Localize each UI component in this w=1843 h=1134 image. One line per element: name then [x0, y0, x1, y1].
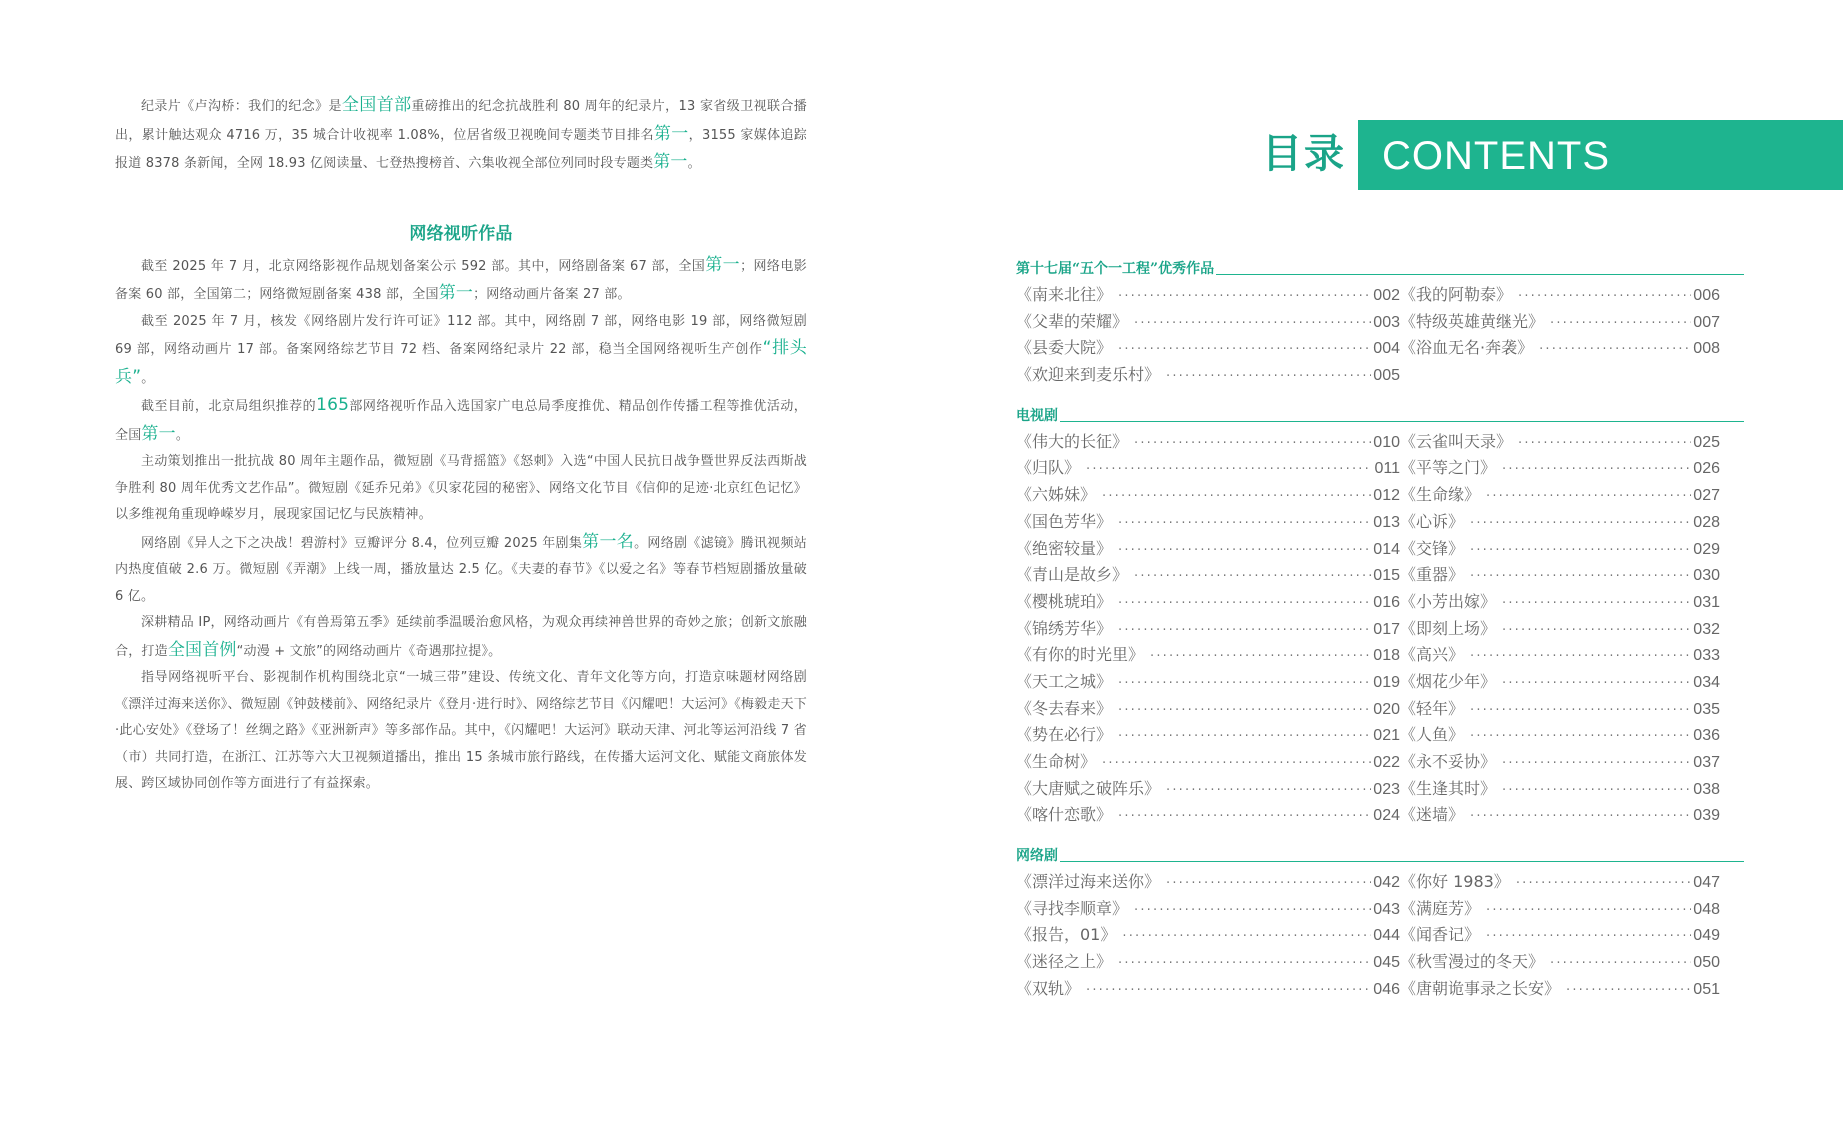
toc-entry-title: 《我的阿勒泰》 — [1400, 285, 1513, 304]
toc-leader-dots — [1502, 591, 1691, 618]
toc-entry-title: 《烟花少年》 — [1400, 671, 1497, 691]
text-run: 主动策划推出一批抗战 80 周年主题作品，微短剧《马背摇篮》《怒刺》入选“中国人民抗日战争暨世界反法西斯战争胜利 80 周年优秀文艺作品”。微短剧《延乔兄弟》《贝家花园的秘密》、网络文化节目《信仰的足迹·北京红色记忆》以多维视角重现峥嵘岁月，展现家国记忆与民族精神。 — [115, 454, 807, 522]
toc-entry-title: 《平等之门》 — [1400, 458, 1497, 478]
toc-leader-dots — [1470, 804, 1691, 831]
toc-entry-title: 《势在必行》 — [1016, 725, 1113, 745]
toc-leader-dots — [1118, 698, 1371, 725]
contents-title-bar — [1358, 120, 1843, 190]
toc-leader-dots — [1502, 618, 1691, 645]
toc-entry-title: 《绝密较量》 — [1016, 538, 1113, 558]
toc-page-number: 037 — [1693, 754, 1720, 771]
toc-page-number: 048 — [1693, 900, 1720, 918]
toc-leader-dots — [1118, 538, 1371, 565]
paragraph — [115, 252, 807, 309]
toc-entry-title: 《喀什恋歌》 — [1016, 805, 1113, 825]
left-text-column — [115, 92, 807, 798]
text-run: ，3155 家媒体追踪报道 8378 条新闻，全网 18.93 亿阅读量、七登热搜榜首、六集收视全部位列同时段专题类 — [115, 127, 808, 171]
toc-entry-title: 《国色芳华》 — [1016, 511, 1113, 531]
text-run: 。网络剧《滤镜》腾讯视频站内热度值破 2.6 万。微短剧《弄潮》上线一周，播放量达 2.5 亿。《夫妻的春节》《以爱之名》等春节档短剧播放量破 6 亿。 — [115, 535, 807, 604]
text-run: 网络剧《异人之下之决战！碧游村》豆瓣评分 8.4，位列豆瓣 2025 年剧集 — [141, 535, 583, 551]
toc-category-label: 第十七届“五个一工程”优秀作品 — [1016, 261, 1215, 277]
toc-page-number: 047 — [1693, 874, 1720, 892]
toc-entry-title: 《秋雪漫过的冬天》 — [1400, 952, 1545, 972]
toc-page-number: 025 — [1693, 433, 1720, 451]
toc-entry-title: 《南来北往》 — [1016, 285, 1113, 304]
toc-leader-dots — [1086, 978, 1371, 1005]
toc-leader-dots — [1118, 671, 1371, 698]
toc-page-number: 032 — [1693, 620, 1720, 638]
paragraph — [115, 610, 807, 665]
toc-page-number: 050 — [1693, 954, 1720, 972]
text-run: 纪录片《卢沟桥：我们的纪念》是 — [141, 99, 342, 114]
text-run: 。 — [175, 427, 190, 443]
toc-entry-title: 《心诉》 — [1400, 511, 1465, 531]
toc-page-number: 038 — [1693, 780, 1720, 798]
toc-page-number: 028 — [1693, 513, 1720, 531]
toc-entries — [1016, 429, 1744, 829]
toc-entry-title: 《交锋》 — [1400, 538, 1465, 558]
toc-entry — [1400, 455, 1720, 482]
toc-entry-title: 《县委大院》 — [1016, 338, 1113, 358]
toc-entry — [1016, 616, 1400, 643]
toc-entry — [1016, 776, 1400, 803]
toc-entry — [1016, 802, 1400, 829]
toc-entry-title: 《生命树》 — [1016, 752, 1097, 771]
toc-leader-dots — [1550, 311, 1691, 338]
toc-page-number: 036 — [1693, 727, 1720, 745]
text-run: 深耕精品 IP，网络动画片《有兽焉第五季》延续前季温暖治愈风格，为观众再续神兽世界的奇妙之旅；创新文旅融合，打造 — [115, 615, 807, 659]
toc-entry — [1016, 922, 1400, 949]
toc-page-number: 027 — [1693, 487, 1720, 505]
toc-leader-dots — [1118, 511, 1371, 538]
toc-entry-title: 《生命缘》 — [1400, 485, 1481, 505]
toc-category — [1016, 843, 1744, 865]
toc-page-number: 019 — [1373, 673, 1400, 691]
toc-entry — [1400, 802, 1720, 829]
contents-title-en: CONTENTS — [1382, 134, 1610, 178]
toc-entry-title: 《双轨》 — [1016, 978, 1081, 998]
toc-entry — [1016, 536, 1400, 563]
toc-entry-title: 《轻年》 — [1400, 698, 1465, 718]
toc-entry — [1400, 509, 1720, 536]
toc-entry — [1400, 869, 1720, 896]
toc-entry — [1400, 309, 1720, 336]
toc-entry — [1016, 869, 1400, 896]
toc-entry — [1016, 589, 1400, 616]
toc-page-number: 045 — [1373, 954, 1400, 972]
highlight-text: 第一名 — [582, 531, 635, 552]
highlight-text: 第一 — [438, 283, 474, 303]
toc-entry-title: 《浴血无名·奔袭》 — [1400, 338, 1534, 358]
toc-entry — [1016, 362, 1400, 389]
toc-page-number: 029 — [1693, 540, 1720, 558]
toc-entry — [1016, 696, 1400, 723]
toc-leader-dots — [1502, 457, 1691, 484]
toc-page-number: 015 — [1373, 567, 1400, 585]
toc-page-number: 007 — [1693, 313, 1720, 331]
text-run: 指导网络视听平台、影视制作机构围绕北京“一城三带”建设、传统文化、青年文化等方向，打造京味题材网络剧《漂洋过海来送你》、微短剧《钟鼓楼前》、网络纪录片《登月·进行时》、网络综艺节目《闪耀吧！大运河》《梅毅走天下·此心安处》《登场了！丝绸之路》《亚洲新声》等多部作品。其中，《闪耀吧！大运河》联动天津、河北等运河沿线 7 省（市）共同打造，在浙江、江苏等六大卫视频道播出，推出 15 条城市旅行路线，在传播大运河文化、赋能文商旅体发展、跨区域协同创作等方面进行了有益探索。 — [115, 670, 807, 791]
highlight-text: 第一 — [653, 123, 689, 144]
toc-entry — [1400, 429, 1720, 456]
toc-leader-dots — [1102, 751, 1371, 778]
toc-entry-title: 《漂洋过海来送你》 — [1016, 872, 1161, 892]
table-of-contents — [1016, 256, 1744, 1003]
paragraph — [115, 449, 807, 529]
highlight-text: 第一 — [141, 423, 176, 444]
toc-entry — [1400, 616, 1720, 643]
toc-leader-dots — [1118, 337, 1371, 364]
toc-leader-dots — [1118, 618, 1371, 645]
highlight-text: 全国首例 — [167, 639, 237, 660]
toc-entry — [1400, 949, 1720, 976]
text-run: 重磅推出的纪念抗战胜利 80 周年的纪录片，13 家省级卫视联合播出，累计触达观众 4716 万，35 城合计收视率 1.08%，位居省级卫视晚间专题类节目排名 — [115, 99, 807, 143]
text-run: 截至 2025 年 7 月，核发《网络剧片发行许可证》112 部。其中，网络剧 7 部，网络电影 19 部，网络微短剧 69 部，网络动画片 17 部。备案网络综艺节目 72 档、备案网络纪录片 22 部，稳当全国网络视听生产创作 — [115, 313, 807, 357]
toc-page-number: 008 — [1693, 340, 1720, 358]
toc-entry — [1400, 362, 1720, 389]
toc-leader-dots — [1516, 871, 1691, 898]
text-run: 。 — [141, 370, 155, 386]
toc-category — [1016, 256, 1744, 278]
toc-leader-dots — [1118, 591, 1371, 618]
toc-leader-dots — [1118, 284, 1371, 311]
toc-page-number: 002 — [1373, 287, 1400, 304]
toc-page-number: 043 — [1373, 900, 1400, 918]
toc-entry — [1016, 949, 1400, 976]
toc-section — [1016, 256, 1744, 389]
toc-leader-dots — [1134, 898, 1371, 925]
toc-entry-title: 《大唐赋之破阵乐》 — [1016, 778, 1161, 798]
highlight-text: 165 — [316, 395, 350, 415]
toc-entry-title: 《寻找李顺章》 — [1016, 898, 1129, 918]
toc-entry — [1400, 536, 1720, 563]
toc-leader-dots — [1470, 698, 1691, 725]
toc-page-number: 042 — [1373, 874, 1400, 892]
toc-leader-dots — [1118, 724, 1371, 751]
toc-page-number: 012 — [1373, 487, 1400, 505]
toc-entries — [1016, 282, 1744, 389]
toc-category-label: 网络剧 — [1016, 848, 1058, 865]
toc-page-number: 023 — [1373, 780, 1400, 798]
toc-leader-dots — [1166, 778, 1371, 805]
toc-page-number: 013 — [1373, 513, 1400, 531]
toc-entry — [1016, 509, 1400, 536]
toc-page-number: 014 — [1373, 540, 1400, 558]
toc-entry — [1400, 976, 1720, 1003]
toc-page-number: 006 — [1693, 287, 1720, 304]
toc-entry-title: 《有你的时光里》 — [1016, 645, 1145, 665]
toc-page-number: 035 — [1693, 700, 1720, 718]
toc-entry-title: 《六姊妹》 — [1016, 485, 1097, 505]
toc-leader-dots — [1470, 644, 1691, 671]
toc-leader-dots — [1486, 898, 1691, 925]
toc-entry — [1400, 335, 1720, 362]
text-run: ；网络动画片备案 27 部。 — [473, 287, 631, 302]
toc-section — [1016, 403, 1744, 829]
toc-leader-dots — [1150, 644, 1371, 671]
toc-entry — [1400, 669, 1720, 696]
toc-entry — [1016, 455, 1400, 482]
toc-entry-title: 《天工之城》 — [1016, 671, 1113, 691]
paragraph — [115, 309, 807, 393]
toc-leader-dots — [1518, 284, 1691, 311]
toc-page-number: 033 — [1693, 647, 1720, 665]
toc-page-number: 016 — [1373, 593, 1400, 611]
toc-page-number: 010 — [1373, 433, 1400, 451]
toc-leader-dots — [1166, 364, 1371, 391]
text-run: 。 — [687, 156, 701, 171]
toc-entry — [1400, 642, 1720, 669]
text-run: 部网络视听作品入选国家广电总局季度推优、精品创作传播工程等推优活动，全国 — [115, 399, 807, 443]
toc-entry-title: 《迷径之上》 — [1016, 952, 1113, 972]
paragraph — [115, 665, 807, 798]
toc-entry — [1400, 589, 1720, 616]
toc-entry — [1400, 749, 1720, 776]
toc-entry — [1016, 482, 1400, 509]
intro-paragraph — [115, 92, 807, 178]
toc-entry-title: 《父辈的荣耀》 — [1016, 311, 1129, 331]
highlight-text: 全国首部 — [341, 95, 412, 115]
toc-leader-dots — [1470, 538, 1691, 565]
toc-entry — [1016, 429, 1400, 456]
toc-page-number: 039 — [1693, 807, 1720, 825]
toc-entry-title: 《满庭芳》 — [1400, 898, 1481, 918]
toc-entry — [1400, 896, 1720, 923]
toc-leader-dots — [1550, 951, 1691, 978]
toc-page-number: 011 — [1374, 460, 1400, 478]
toc-entry-title: 《你好 1983》 — [1400, 872, 1510, 892]
toc-entry — [1016, 335, 1400, 362]
toc-entry-title: 《特级英雄黄继光》 — [1400, 311, 1545, 331]
section-title: 网络视听作品 — [409, 223, 513, 244]
toc-leader-dots — [1470, 564, 1691, 591]
toc-page-number: 031 — [1693, 593, 1720, 611]
text-run: ；网络电影备案 60 部，全国第二；网络微短剧备案 438 部，全国 — [115, 258, 807, 302]
toc-page-number: 024 — [1373, 807, 1400, 825]
toc-entry — [1400, 696, 1720, 723]
toc-entry-title: 《重器》 — [1400, 565, 1465, 585]
toc-leader-dots — [1539, 337, 1691, 364]
highlight-text: 第一 — [653, 152, 688, 172]
text-run: 截至目前，北京局组织推荐的 — [141, 399, 317, 414]
toc-entry — [1016, 722, 1400, 749]
toc-entry-title: 《锦绣芳华》 — [1016, 618, 1113, 638]
toc-leader-dots — [1102, 484, 1371, 511]
toc-page-number: 034 — [1693, 673, 1720, 691]
toc-entry — [1400, 776, 1720, 803]
toc-entry — [1400, 562, 1720, 589]
toc-entry — [1016, 642, 1400, 669]
toc-page-number: 020 — [1373, 700, 1400, 718]
toc-page-number: 044 — [1373, 927, 1400, 945]
toc-page-number: 003 — [1373, 313, 1400, 331]
toc-category-label: 电视剧 — [1016, 407, 1058, 424]
toc-leader-dots — [1486, 924, 1691, 951]
paragraph — [115, 392, 807, 449]
toc-entry-title: 《青山是故乡》 — [1016, 565, 1129, 585]
toc-entry-title: 《生逢其时》 — [1400, 778, 1497, 798]
toc-page-number: 026 — [1693, 460, 1720, 478]
toc-entry — [1016, 749, 1400, 776]
highlight-text: 第一 — [705, 254, 741, 275]
toc-entry — [1016, 896, 1400, 923]
toc-entry-title: 《即刻上场》 — [1400, 618, 1497, 638]
toc-leader-dots — [1502, 778, 1691, 805]
toc-entry-title: 《小芳出嫁》 — [1400, 591, 1497, 611]
toc-category — [1016, 403, 1744, 425]
contents-title-cn: 目录 — [1262, 130, 1346, 177]
toc-page-number: 046 — [1373, 980, 1400, 998]
toc-entry — [1016, 976, 1400, 1003]
toc-leader-dots — [1518, 431, 1691, 458]
toc-entry — [1400, 482, 1720, 509]
toc-leader-dots — [1118, 951, 1371, 978]
toc-category-rule — [1216, 274, 1744, 275]
toc-entry — [1400, 722, 1720, 749]
toc-section — [1016, 843, 1744, 1002]
toc-leader-dots — [1502, 751, 1691, 778]
toc-leader-dots — [1502, 671, 1691, 698]
toc-entry — [1400, 922, 1720, 949]
toc-page-number: 017 — [1373, 620, 1400, 638]
toc-entry-title: 《唐朝诡事录之长安》 — [1400, 978, 1561, 998]
toc-entry-title: 《高兴》 — [1400, 645, 1465, 665]
toc-page-number: 021 — [1373, 727, 1400, 745]
toc-category-rule — [1060, 421, 1744, 422]
toc-entry-title: 《冬去春来》 — [1016, 698, 1113, 718]
toc-entry-title: 《闻香记》 — [1400, 925, 1481, 945]
toc-entry-title: 《迷墙》 — [1400, 805, 1465, 825]
toc-leader-dots — [1122, 924, 1371, 951]
text-run: “动漫 + 文旅”的网络动画片《奇遇那拉提》。 — [236, 643, 502, 659]
toc-page-number: 018 — [1373, 647, 1400, 665]
toc-leader-dots — [1134, 564, 1371, 591]
toc-entry — [1400, 282, 1720, 309]
toc-entry-title: 《永不妥协》 — [1400, 752, 1497, 771]
toc-leader-dots — [1118, 804, 1371, 831]
toc-page-number: 004 — [1373, 340, 1400, 358]
toc-leader-dots — [1134, 431, 1371, 458]
toc-leader-dots — [1470, 511, 1691, 538]
toc-entry — [1016, 309, 1400, 336]
toc-page-number: 022 — [1373, 754, 1400, 771]
toc-entry-title: 《云雀叫天录》 — [1400, 431, 1513, 451]
toc-entry-title: 《归队》 — [1016, 458, 1081, 478]
toc-leader-dots — [1486, 484, 1691, 511]
toc-entry-title: 《伟大的长征》 — [1016, 431, 1129, 451]
toc-page-number: 051 — [1693, 980, 1720, 998]
toc-entry — [1016, 562, 1400, 589]
toc-leader-dots — [1566, 978, 1691, 1005]
toc-entry-title: 《欢迎来到麦乐村》 — [1016, 365, 1161, 385]
toc-entry — [1016, 669, 1400, 696]
toc-entry-title: 《人鱼》 — [1400, 725, 1465, 745]
highlight-text: “排头兵” — [115, 338, 807, 387]
toc-page-number: 005 — [1373, 367, 1400, 385]
toc-entry — [1016, 282, 1400, 309]
toc-entry-title: 《报告，01》 — [1016, 925, 1117, 945]
paragraph — [115, 529, 807, 611]
toc-leader-dots — [1470, 724, 1691, 751]
toc-leader-dots — [1134, 311, 1371, 338]
toc-leader-dots — [1166, 871, 1371, 898]
toc-entry-title: 《樱桃琥珀》 — [1016, 591, 1113, 611]
toc-entries — [1016, 869, 1744, 1002]
toc-page-number: 049 — [1693, 927, 1720, 945]
toc-page-number: 030 — [1693, 567, 1720, 585]
toc-leader-dots — [1086, 457, 1372, 484]
text-run: 截至 2025 年 7 月，北京网络影视作品规划备案公示 592 部。其中，网络剧备案 67 部，全国 — [141, 258, 706, 274]
toc-category-rule — [1060, 861, 1744, 862]
